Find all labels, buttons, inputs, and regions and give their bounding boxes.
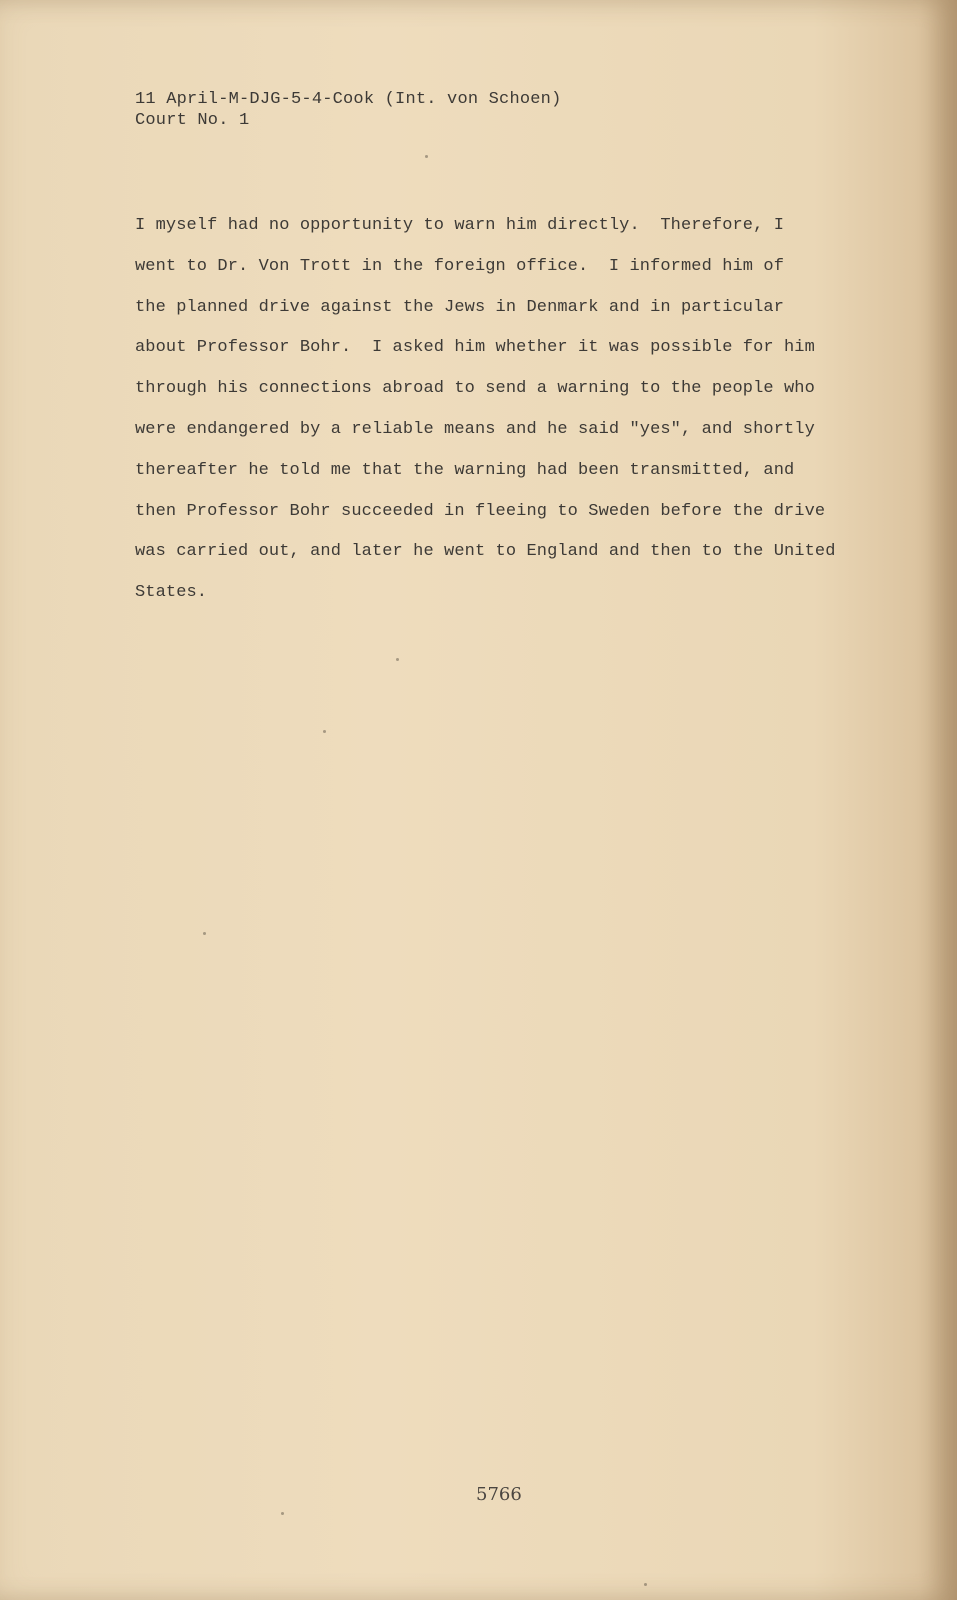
transcript-body: [135, 206, 855, 614]
header-reference-line: 11 April-M-DJG-5-4-Cook (Int. von Schoen): [135, 90, 562, 109]
transcript-line: were endangered by a reliable means and he said "yes", and shortly: [135, 419, 815, 439]
header-court-line: Court No. 1: [135, 111, 250, 130]
transcript-line: States.: [135, 583, 208, 603]
paper-speck: [644, 1583, 647, 1586]
paper-speck: [425, 155, 428, 158]
transcript-line: I myself had no opportunity to warn him directly. Therefore, I: [135, 216, 785, 235]
page-number: 5766: [476, 1484, 522, 1505]
paper-speck: [281, 1512, 284, 1515]
paper-speck: [396, 658, 399, 661]
transcript-line: about Professor Bohr. I asked him whether it was possible for him: [135, 338, 815, 358]
transcript-line: thereafter he told me that the warning had been transmitted, and: [135, 460, 795, 480]
transcript-line: then Professor Bohr succeeded in fleeing to Sweden before the drive: [135, 501, 826, 521]
transcript-line: went to Dr. Von Trott in the foreign office. I informed him of: [135, 256, 785, 276]
document-header: [135, 89, 561, 131]
transcript-line: the planned drive against the Jews in Denmark and in particular: [135, 297, 785, 317]
transcript-line: through his connections abroad to send a warning to the people who: [135, 379, 815, 399]
transcript-line: was carried out, and later he went to England and then to the United: [135, 542, 836, 562]
paper-speck: [323, 730, 326, 733]
paper-speck: [203, 932, 206, 935]
